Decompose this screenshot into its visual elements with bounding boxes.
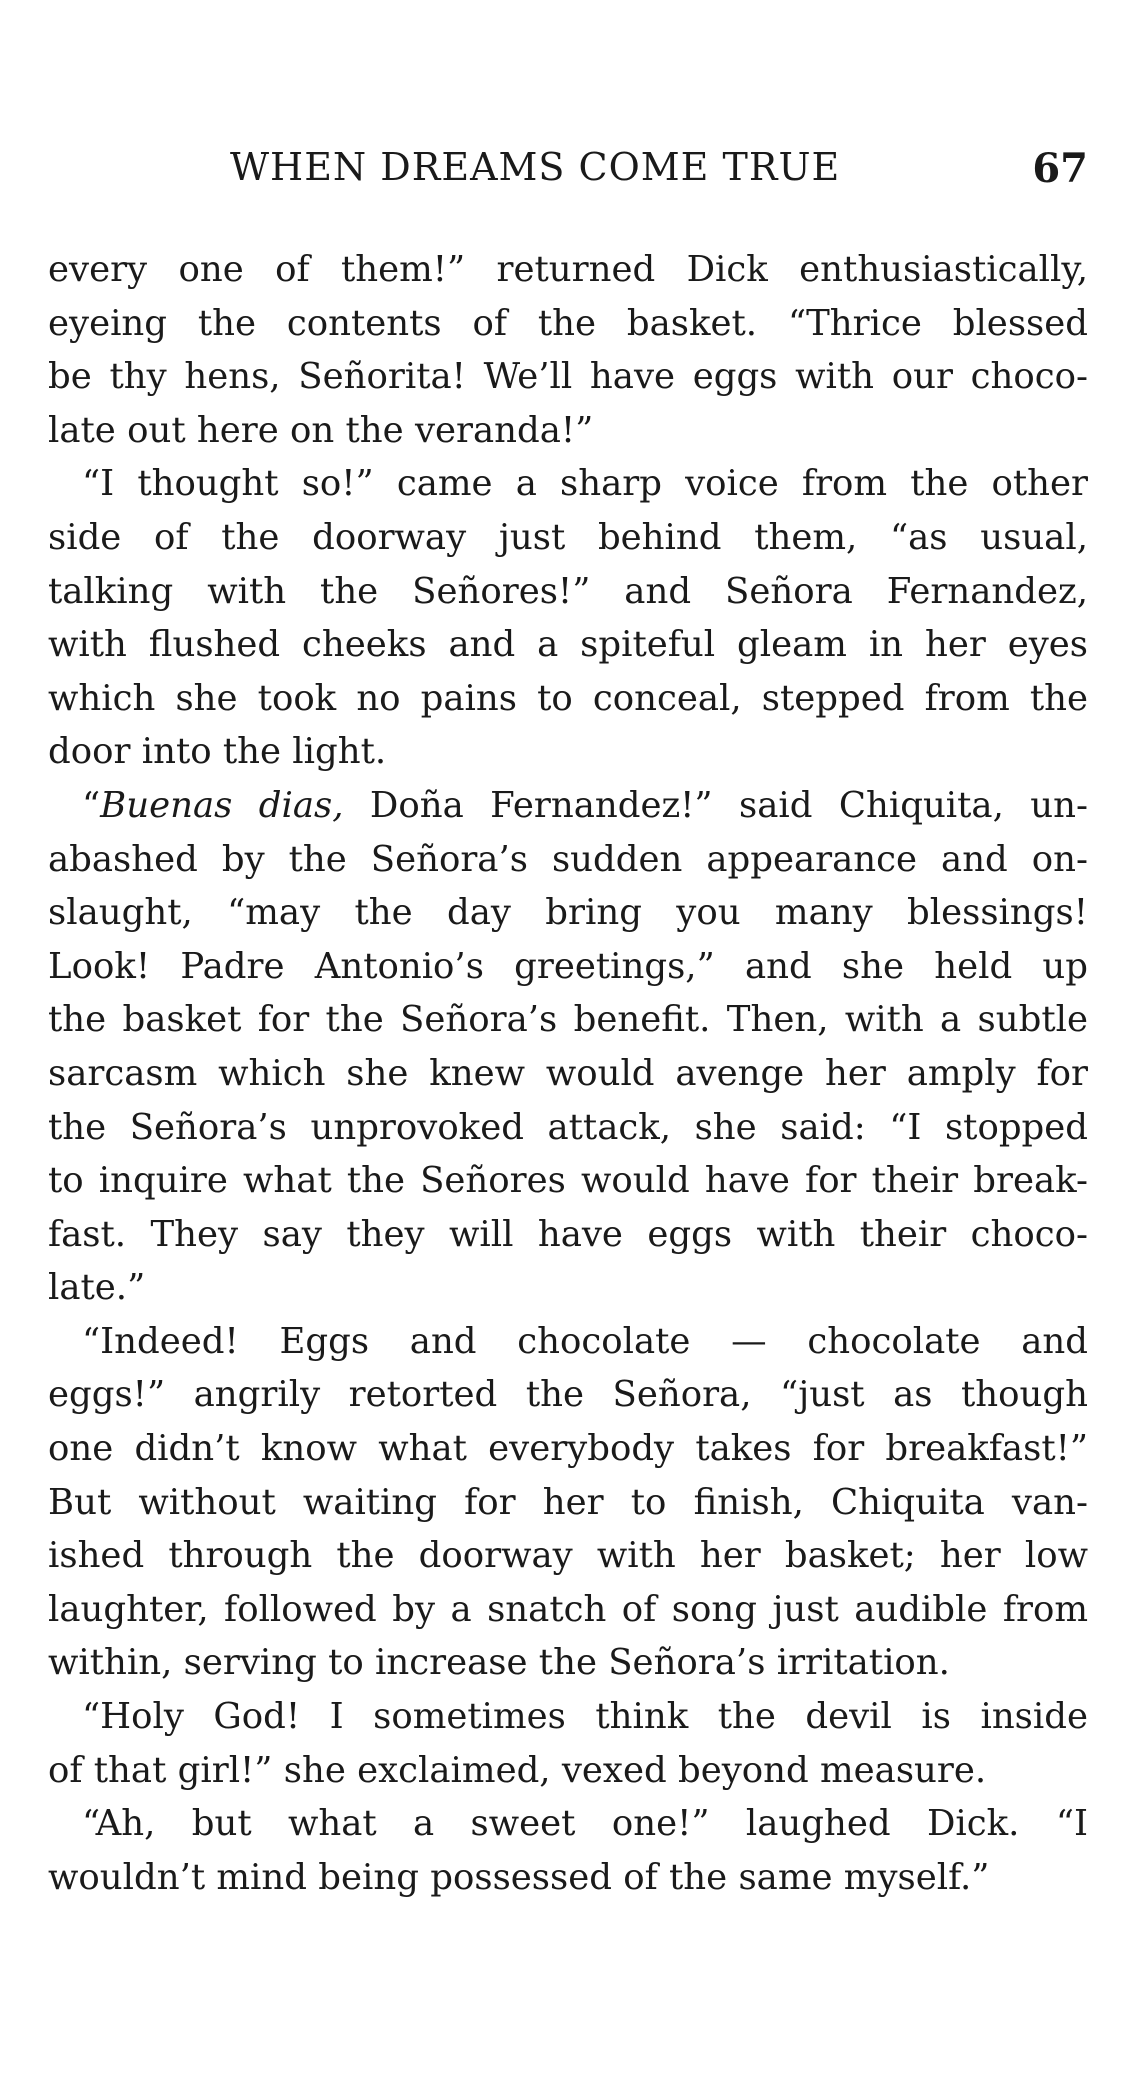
running-head: [48, 145, 1088, 197]
body-text: [48, 243, 1088, 1904]
text-line: with flushed cheeks and a spiteful gleam in her eyes: [48, 624, 1088, 666]
text-line: late.”: [48, 1267, 146, 1309]
text-line: “Indeed! Eggs and chocolate — chocolate and: [82, 1320, 1088, 1362]
running-title: WHEN DREAMS COME TRUE: [230, 145, 841, 189]
text-line: wouldn’t mind being possessed of the same myself.”: [48, 1856, 990, 1898]
italic-phrase: Buenas dias,: [100, 784, 344, 826]
text-line: ished through the doorway with her basket; her low: [48, 1535, 1088, 1577]
text-line: abashed by the Señora’s sudden appearance and on-: [48, 838, 1088, 880]
text-line: of that girl!” she exclaimed, vexed beyond measure.: [48, 1749, 987, 1791]
page-number: 67: [1032, 145, 1088, 192]
text-line: Look! Padre Antonio’s greetings,” and she held up: [48, 945, 1088, 987]
text-fragment: Doña Fernandez!” said Chiquita, un-: [343, 784, 1088, 826]
text-line: laughter, followed by a snatch of song just audible from: [48, 1588, 1088, 1630]
text-line: within, serving to increase the Señora’s irritation.: [48, 1642, 950, 1684]
text-line: side of the doorway just behind them, “as usual,: [48, 516, 1088, 558]
text-line: “I thought so!” came a sharp voice from the other: [82, 463, 1088, 505]
text-line: one didn’t know what everybody takes for breakfast!”: [48, 1428, 1088, 1470]
text-line: late out here on the veranda!”: [48, 409, 594, 451]
text-line: which she took no pains to conceal, stepped from the: [48, 677, 1088, 719]
text-line: talking with the Señores!” and Señora Fernandez,: [48, 570, 1088, 612]
text-line: the basket for the Señora’s benefit. Then, with a subtle: [48, 999, 1088, 1041]
text-line: the Señora’s unprovoked attack, she said: “I stopped: [48, 1106, 1088, 1148]
text-line: eyeing the contents of the basket. “Thrice blessed: [48, 302, 1088, 344]
text-line: to inquire what the Señores would have for their break-: [48, 1160, 1088, 1202]
text-line: “Ah, but what a sweet one!” laughed Dick. “I: [82, 1803, 1088, 1845]
text-line: door into the light.: [48, 731, 387, 773]
text-line: sarcasm which she knew would avenge her amply for: [48, 1052, 1088, 1094]
text-line: every one of them!” returned Dick enthusiastically,: [48, 249, 1088, 290]
text-line: fast. They say they will have eggs with their choco-: [48, 1213, 1088, 1255]
text-line: slaught, “may the day bring you many blessings!: [48, 892, 1088, 934]
text-line: But without waiting for her to finish, Chiquita van-: [48, 1481, 1088, 1523]
text-line: [48, 779, 1088, 833]
text-line: “Holy God! I sometimes think the devil is inside: [82, 1696, 1088, 1738]
text-line: eggs!” angrily retorted the Señora, “just as though: [48, 1374, 1088, 1416]
text-fragment: “: [82, 784, 101, 826]
text-line: be thy hens, Señorita! We’ll have eggs with our choco-: [48, 356, 1088, 398]
